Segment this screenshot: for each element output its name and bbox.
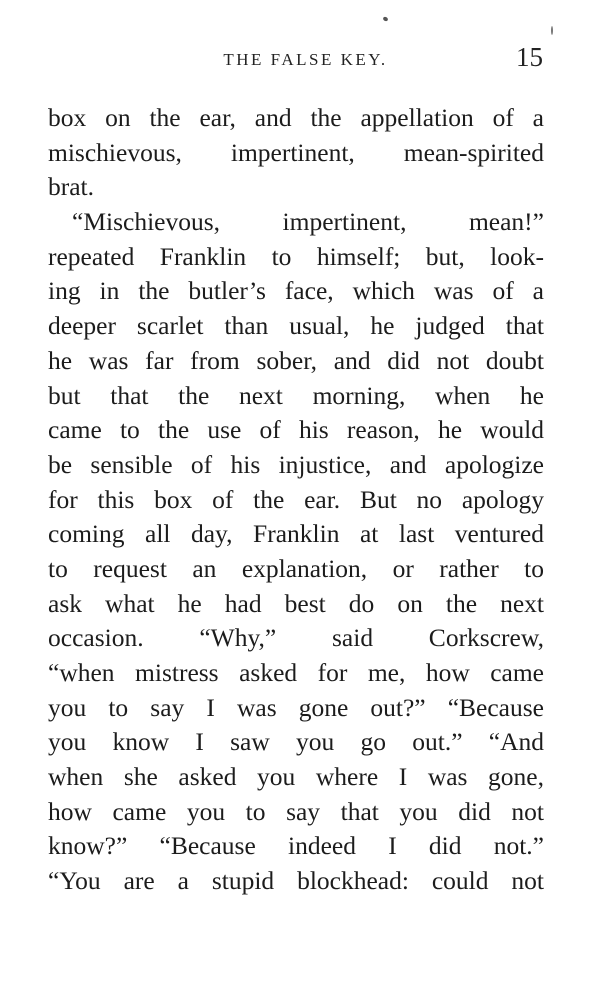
ink-speck <box>551 26 553 35</box>
text-line: be sensible of his injustice, and apologize <box>48 449 544 479</box>
text-line: to request an explanation, or rather to <box>48 553 544 583</box>
text-line: you know I saw you go out.” “And <box>48 727 544 757</box>
body-text <box>48 101 544 899</box>
text-line: for this box of the ear. But no apology <box>48 484 544 514</box>
text-line: deeper scarlet than usual, he judged that <box>48 311 544 341</box>
text-line: how came you to say that you did not <box>48 796 544 826</box>
text-line: “when mistress asked for me, how came <box>48 658 544 687</box>
text-line: coming all day, Franklin at last ventured <box>48 519 544 549</box>
text-line: repeated Franklin to himself; but, look- <box>48 241 544 271</box>
text-line: ask what he had best do on the next <box>48 588 544 618</box>
text-line: know?” “Because indeed I did not.” <box>48 831 544 861</box>
running-head <box>0 44 611 74</box>
ink-speck <box>382 16 388 22</box>
text-line: occasion. “Why,” said Corkscrew, <box>48 623 544 653</box>
text-line: “You are a stupid blockhead: could not <box>48 866 544 896</box>
text-line: you to say I was gone out?” “Because <box>48 692 544 722</box>
text-line: when she asked you where I was gone, <box>48 762 544 792</box>
text-line: ing in the butler’s face, which was of a <box>48 276 544 306</box>
text-line: he was far from sober, and did not doubt <box>48 345 544 375</box>
text-line: mischievous, impertinent, mean-spirited <box>48 137 544 167</box>
text-line: box on the ear, and the appellation of a <box>48 103 544 132</box>
text-line: but that the next morning, when he <box>48 380 544 410</box>
text-line: “Mischievous, impertinent, mean!” <box>72 207 544 237</box>
running-title: THE FALSE KEY. <box>223 50 388 69</box>
text-line: came to the use of his reason, he would <box>48 415 544 445</box>
page-number: 15 <box>516 42 543 72</box>
text-line: brat. <box>48 172 95 202</box>
